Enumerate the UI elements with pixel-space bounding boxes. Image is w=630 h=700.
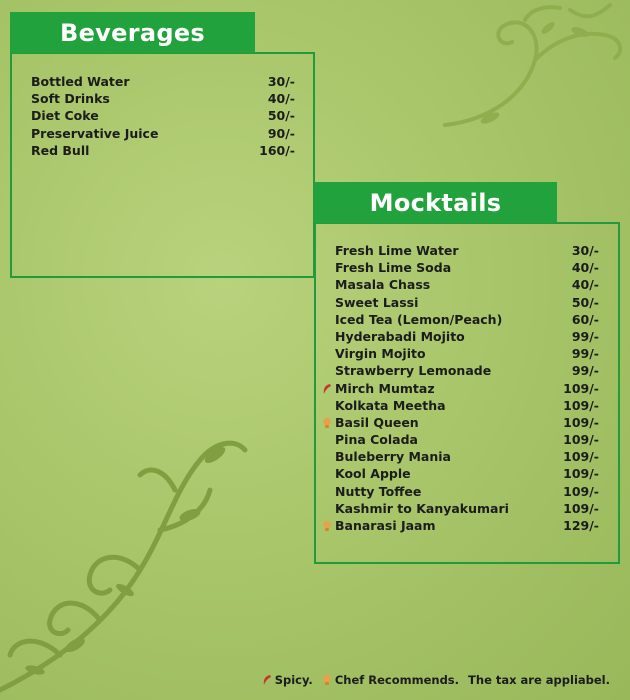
menu-item-price: 90/-: [267, 125, 295, 141]
menu-item-name: Kashmir to Kanyakumari: [335, 500, 509, 516]
legend-tax-note: The tax are appliabel.: [468, 673, 610, 687]
menu-item-price: 109/-: [563, 414, 599, 430]
menu-item: [31, 107, 295, 124]
menu-item: [335, 500, 599, 517]
menu-item-price: 99/-: [571, 363, 599, 379]
legend-footer: [262, 673, 610, 687]
menu-item: [335, 259, 599, 276]
menu-item-name: Buleberry Mania: [335, 449, 451, 465]
menu-item-name: Kool Apple: [335, 466, 411, 482]
menu-item-name: Fresh Lime Water: [335, 243, 459, 258]
menu-item: [335, 362, 599, 379]
chef-bulb-icon: [322, 674, 332, 686]
menu-item-price: 109/-: [563, 432, 599, 448]
menu-item: [335, 311, 599, 328]
menu-item: [335, 328, 599, 345]
menu-item-price: 109/-: [563, 466, 599, 482]
menu-item-name: Fresh Lime Soda: [335, 260, 452, 276]
menu-item-name: Red Bull: [31, 142, 90, 158]
chili-icon: [322, 383, 332, 395]
menu-item: [335, 448, 599, 465]
menu-item: [335, 414, 599, 431]
floral-swirl-top-right: [430, 0, 630, 140]
menu-item-name: Banarasi Jaam: [335, 518, 436, 533]
menu-item-name: Bottled Water: [31, 74, 130, 89]
menu-item-name: Mirch Mumtaz: [335, 380, 435, 396]
chef-bulb-icon: [322, 520, 332, 532]
menu-item-price: 99/-: [571, 328, 599, 344]
menu-item-name: Kolkata Meetha: [335, 397, 446, 413]
menu-item-price: 50/-: [267, 108, 295, 124]
menu-item-price: 109/-: [563, 483, 599, 499]
menu-item-price: 30/-: [571, 243, 599, 258]
menu-item-name: Sweet Lassi: [335, 294, 419, 310]
menu-item: [335, 294, 599, 311]
floral-swirl-bottom-left: [0, 420, 260, 700]
menu-item: [335, 345, 599, 362]
menu-item: [335, 483, 599, 500]
menu-item-price: 109/-: [563, 449, 599, 465]
mocktails-header: Mocktails: [314, 182, 557, 223]
menu-item-price: 40/-: [571, 277, 599, 293]
menu-item-name: Virgin Mojito: [335, 346, 426, 362]
menu-item: [31, 142, 295, 159]
chef-bulb-icon: [322, 417, 332, 429]
menu-item-name: Soft Drinks: [31, 91, 110, 107]
menu-item: [335, 242, 599, 259]
menu-item-name: Preservative Juice: [31, 125, 159, 141]
menu-item-price: 40/-: [267, 91, 295, 107]
menu-item-name: Basil Queen: [335, 414, 419, 430]
menu-item-name: Masala Chass: [335, 277, 431, 293]
menu-item: [335, 276, 599, 293]
mocktails-list: [335, 242, 599, 534]
menu-item-price: 109/-: [563, 380, 599, 396]
menu-item-price: 99/-: [571, 346, 599, 362]
chili-icon: [262, 674, 272, 686]
menu-item: [31, 73, 295, 90]
menu-item-price: 109/-: [563, 397, 599, 413]
menu-item-price: 40/-: [571, 260, 599, 276]
menu-item: [335, 517, 599, 534]
menu-item-price: 129/-: [563, 518, 599, 533]
menu-item: [335, 465, 599, 482]
menu-item-name: Iced Tea (Lemon/Peach): [335, 311, 503, 327]
menu-item: [335, 397, 599, 414]
menu-item-name: Diet Coke: [31, 108, 99, 124]
menu-item-name: Nutty Toffee: [335, 483, 422, 499]
menu-item-price: 50/-: [571, 294, 599, 310]
menu-item-price: 60/-: [571, 311, 599, 327]
beverages-header: Beverages: [10, 12, 255, 53]
menu-item-name: Pina Colada: [335, 432, 418, 448]
beverages-list: [31, 73, 295, 159]
legend-chef-label: Chef Recommends.: [334, 673, 460, 687]
menu-item: [31, 125, 295, 142]
menu-item: [335, 380, 599, 397]
menu-item: [31, 90, 295, 107]
menu-item-name: Strawberry Lemonade: [335, 363, 492, 379]
menu-item-price: 160/-: [259, 142, 295, 158]
menu-item-price: 109/-: [563, 500, 599, 516]
menu-item-name: Hyderabadi Mojito: [335, 328, 465, 344]
menu-item: [335, 431, 599, 448]
menu-item-price: 30/-: [267, 74, 295, 89]
legend-spicy-label: Spicy.: [274, 673, 313, 687]
